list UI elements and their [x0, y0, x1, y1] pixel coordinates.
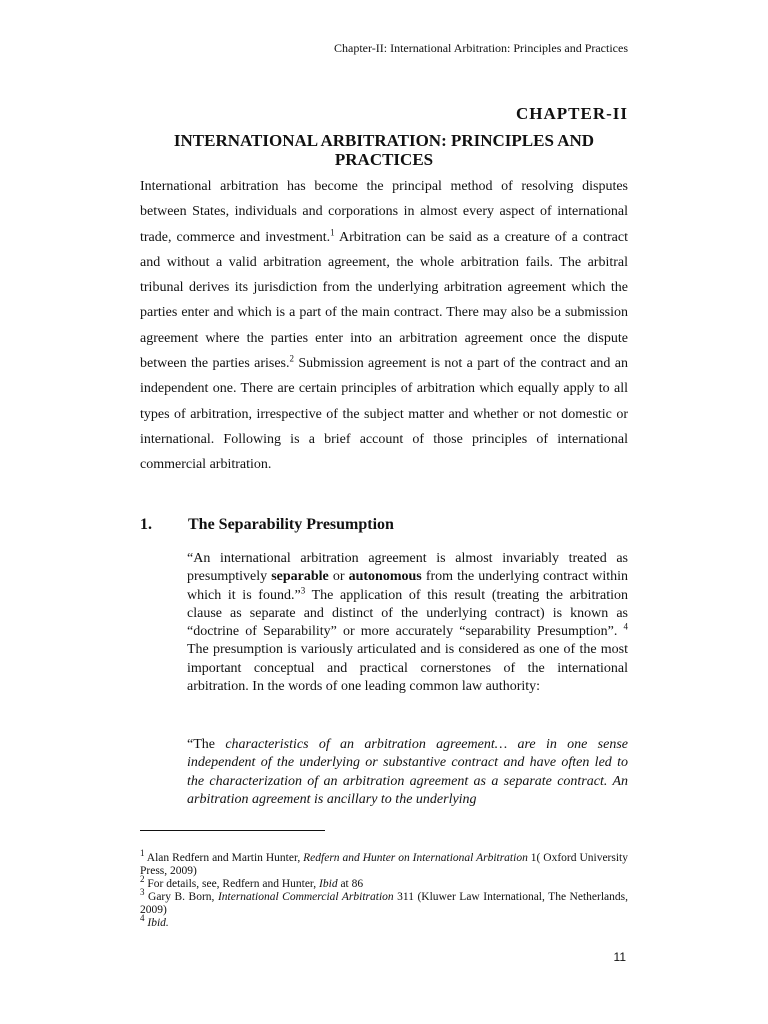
footnote-text: Alan Redfern and Martin Hunter, [144, 852, 304, 864]
footnote-italic: Ibid. [147, 917, 169, 929]
intro-text-2: Arbitration can be said as a creature of a contract and without a valid arbitration agreement, the whole arbitration fails. The arbitral tribunal derives its jurisdiction from the underlying arbitration agreement which the parties enter and which is a part of the main contract. There may also be a submission agreement where the parties enter into an arbitration agreement once the dispute between the parties arises. [140, 229, 628, 372]
separability-paragraph [187, 550, 628, 696]
para-text: “An international arbitration agreement is almost invariably treated as presumptively [187, 551, 628, 585]
quotation-paragraph [187, 736, 628, 809]
footnote-ref-1: 1 [330, 226, 335, 237]
intro-text-3: Submission agreement is not a part of the contract and an independent one. There are certain principles of arbitration which equally apply to all types of arbitration, irrespective of the subject matter and whether or not domestic or international. Following is a brief account of those principles of international commercial arbitration. [140, 356, 628, 473]
footnote-text: For details, see, Redfern and Hunter, [144, 878, 320, 890]
para-text: The application of this result (treating the arbitration clause as separate and distinct of the underlying contract) is known as “doctrine of Separability” or more accurately “separability Presumption”. [187, 587, 628, 640]
bold-term-separable: separable [271, 569, 329, 585]
chapter-title: INTERNATIONAL ARBITRATION: PRINCIPLES AND PRACTICES [173, 131, 595, 169]
footnote-3 [140, 887, 628, 917]
section-title: The Separability Presumption [188, 516, 394, 533]
footnote-italic: Ibid [319, 878, 338, 890]
section-number: 1. [140, 516, 152, 533]
chapter-number: CHAPTER-II [515, 104, 628, 123]
footnote-text: Gary B. Born, [144, 891, 218, 903]
footnote-ref-2: 2 [289, 353, 294, 364]
footnote-text: 1( Oxford University Press, 2009) [140, 852, 628, 877]
para-text: The presumption is variously articulated and is considered as one of the most important conceptual and practical cornerstones of the international arbitration. In the words of one leading common law authority: [187, 642, 628, 695]
footnotes [140, 848, 628, 930]
footnote-ref-4: 4 [623, 621, 628, 632]
footnote-number: 4 [140, 913, 145, 924]
footnote-number: 3 [140, 887, 145, 898]
para-text: from the underlying contract within which it is found.” [187, 569, 628, 603]
bold-term-autonomous: autonomous [348, 569, 422, 585]
footnote-italic: International Commercial Arbitration [217, 891, 394, 903]
footnote-4 [140, 913, 628, 930]
footnote-text: 311 (Kluwer Law International, The Netherlands, 2009) [140, 891, 628, 916]
footnote-2 [140, 874, 628, 891]
footnote-1 [140, 848, 628, 878]
footnote-number: 1 [140, 848, 145, 859]
section-heading [140, 516, 628, 534]
footnote-italic: Redfern and Hunter on International Arbitration [303, 852, 528, 864]
footnote-divider [140, 830, 325, 831]
footnote-number: 2 [140, 874, 145, 885]
page-number: 11 [613, 950, 626, 964]
footnote-text: at 86 [337, 878, 364, 890]
footnote-ref-3: 3 [300, 584, 306, 595]
quote-text: “The [187, 737, 226, 752]
para-text: or [328, 569, 349, 585]
running-header: Chapter-II: International Arbitration: Principles and Practices [334, 41, 628, 55]
intro-text-1: International arbitration has become the principal method of resolving disputes between States, individuals and corporations in almost every aspect of international trade, commerce and investment. [140, 179, 628, 245]
intro-paragraph [140, 174, 628, 478]
quote-italic-text: characteristics of an arbitration agreement… are in one sense independent of the underlying or substantive contract and have often led to the characterization of an arbitration agreement as a separate contract. An arbitration agreement is ancillary to the underlying [187, 737, 629, 807]
